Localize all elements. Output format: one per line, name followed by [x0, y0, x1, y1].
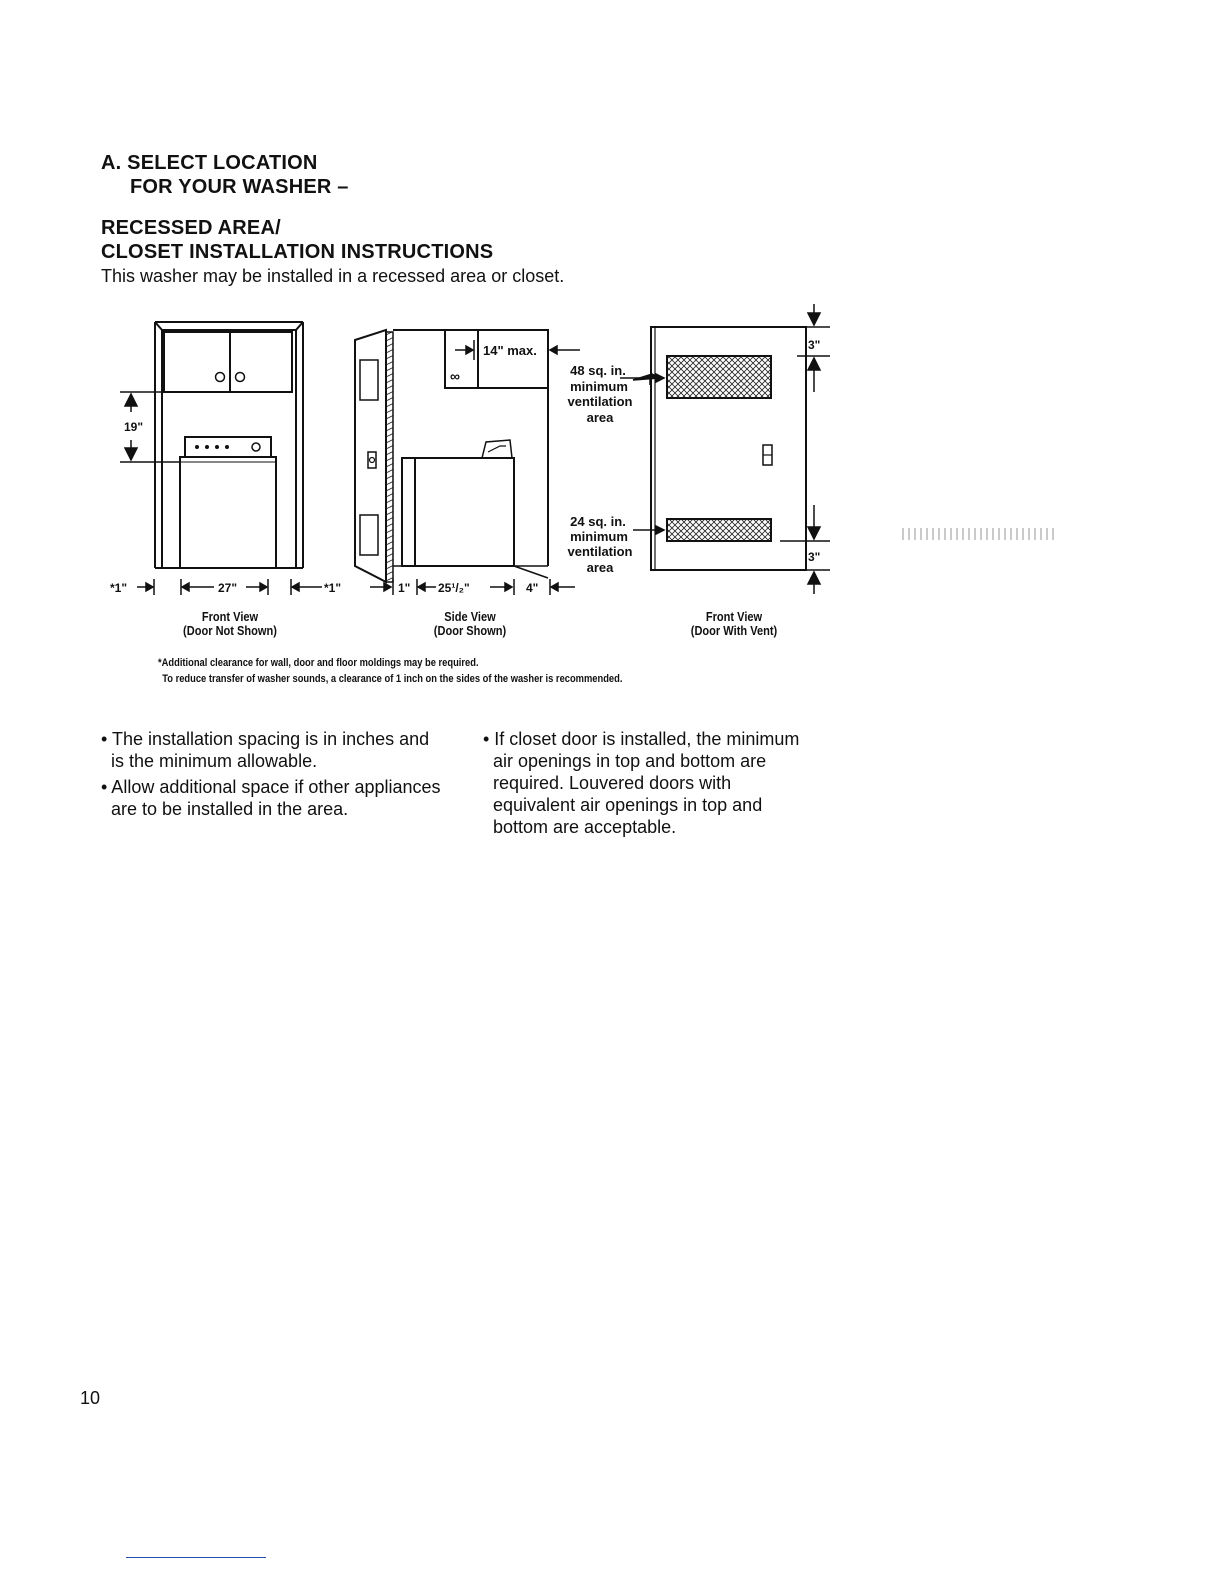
section-heading-line1: A. SELECT LOCATION [101, 152, 318, 174]
subheading-line2: CLOSET INSTALLATION INSTRUCTIONS [101, 241, 494, 263]
installation-diagram [0, 0, 1224, 700]
vent-top-line: area [586, 410, 614, 425]
dim-front-left: *1" [110, 581, 128, 595]
vent-bottom-line: 24 sq. in. [570, 514, 626, 529]
footnote-line1: *Additional clearance for wall, door and floor moldings may be required. [158, 657, 479, 669]
bullet-list-left [101, 728, 446, 824]
bullet-list-right [483, 728, 818, 842]
subheading-line1: RECESSED AREA/ [101, 217, 281, 239]
bullet-item: • Allow additional space if other appliances are to be installed in the area. [101, 777, 441, 819]
vent-top-line: minimum [570, 379, 628, 394]
caption-title: Front View [201, 609, 259, 624]
dim-front-width: 27" [218, 581, 238, 595]
vent-bottom-line: area [586, 560, 614, 575]
bottom-rule [126, 1557, 266, 1558]
caption-subtitle: (Door Not Shown) [183, 623, 277, 638]
vent-bottom-label [567, 514, 632, 575]
door-view-drawing [651, 327, 806, 570]
bullet-item: • The installation spacing is in inches and is the minimum allowable. [101, 729, 430, 771]
dim-front-right: *1" [324, 581, 342, 595]
vent-top-line: ventilation [567, 394, 633, 409]
footnote-line2: To reduce transfer of washer sounds, a clearance of 1 inch on the sides of the washer is recommended. [162, 673, 623, 685]
caption-title: Front View [705, 609, 763, 624]
page-number: 10 [80, 1388, 101, 1408]
dim-side-depth: 25¹/₂" [438, 581, 470, 595]
diagram-footnote [158, 655, 622, 687]
intro-text: This washer may be installed in a recessed area or closet. [101, 266, 565, 286]
dim-door-top: 3" [808, 338, 821, 352]
front-view-drawing [155, 322, 303, 568]
dim-cabinet-label: 14" max. [483, 343, 537, 358]
vent-bottom-line: minimum [570, 529, 628, 544]
vent-top-line: 48 sq. in. [570, 363, 626, 378]
vent-bottom-line: ventilation [567, 544, 633, 559]
vent-top-label [567, 363, 632, 425]
dim-19in-label: 19" [124, 420, 144, 434]
front-view-caption [162, 610, 298, 638]
side-view-caption [402, 610, 538, 638]
bullet-item: • If closet door is installed, the minimum air openings in top and bottom are required. Louvered doors with equivalent air openings in top and bottom are acceptable. [483, 729, 800, 837]
caption-subtitle: (Door Shown) [433, 623, 507, 638]
dim-door-bottom: 3" [808, 550, 821, 564]
side-view-drawing [355, 330, 548, 582]
door-view-caption [658, 610, 811, 638]
caption-subtitle: (Door With Vent) [690, 623, 778, 638]
caption-title: Side View [444, 609, 496, 624]
scan-noise [902, 528, 1058, 540]
section-heading-line2: FOR YOUR WASHER – [130, 176, 349, 198]
dim-side-front: 1" [398, 581, 411, 595]
svg-text:∞: ∞ [450, 368, 460, 384]
dim-side-rear: 4" [526, 581, 539, 595]
